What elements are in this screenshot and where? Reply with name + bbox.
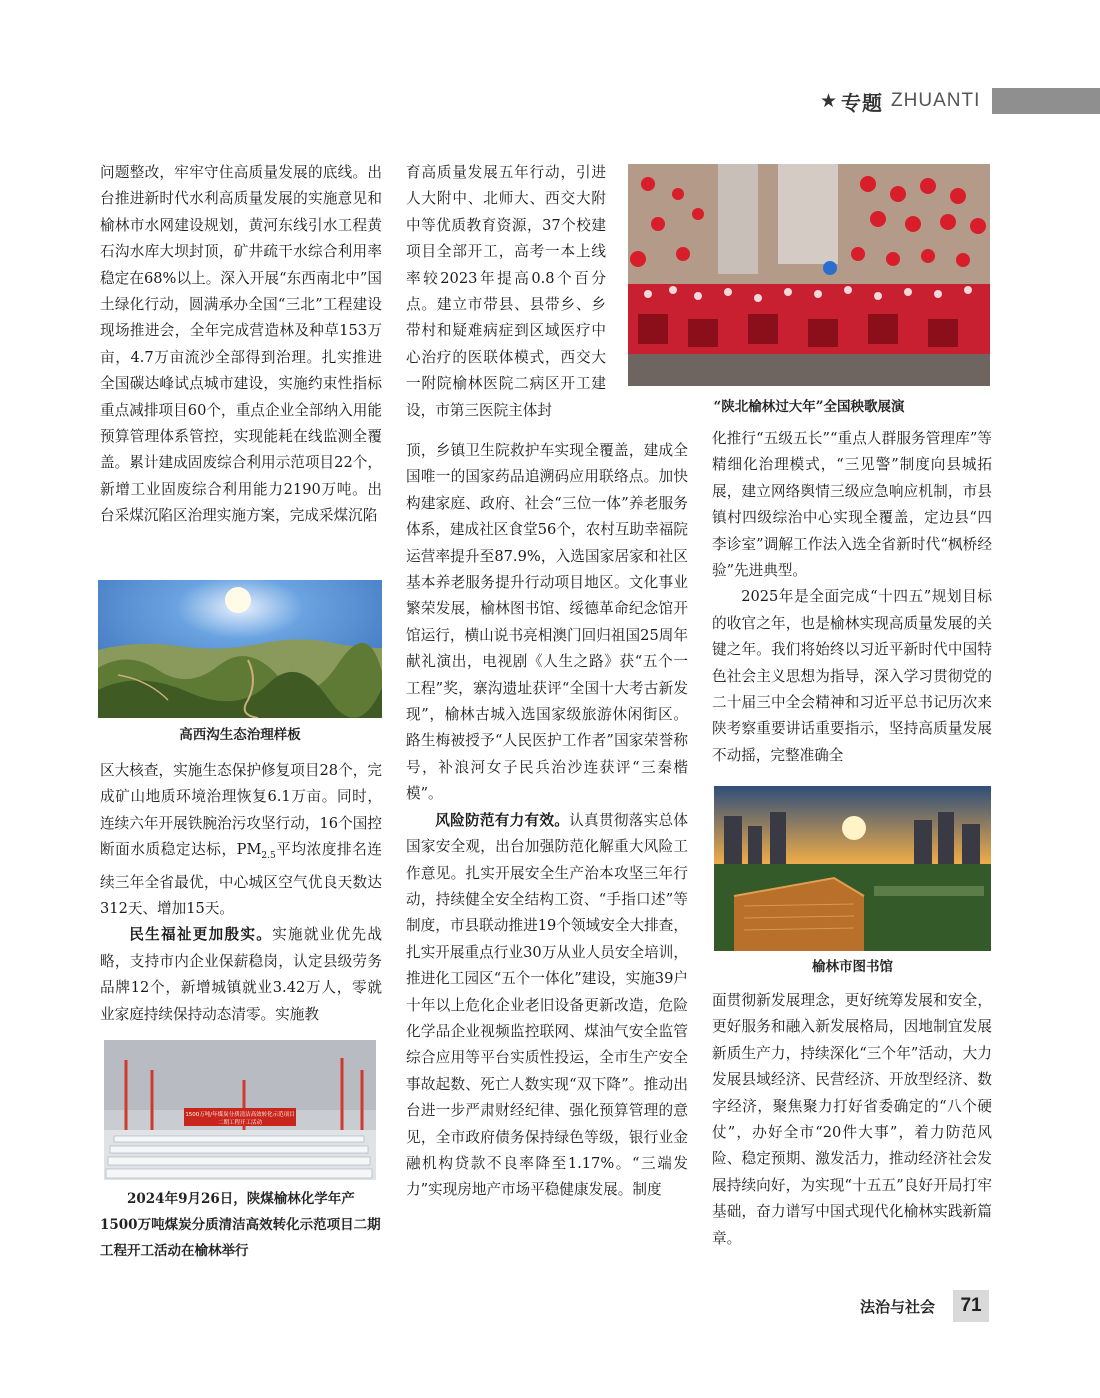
- column-3-top: [712, 426, 992, 769]
- ceremony-image: [104, 1040, 376, 1180]
- section-header: [820, 88, 980, 114]
- library-caption: 榆林市图书馆: [812, 959, 893, 975]
- section-title-en: ZHUANTI: [891, 90, 981, 111]
- ceremony-caption: 2024年9月26日，陕煤榆林化学年产1500万吨煤炭分质清洁高效转化示范项目二期工程开工活动在榆林举行: [100, 1191, 381, 1259]
- library-photo: [714, 786, 991, 951]
- library-image: [714, 786, 991, 951]
- yangge-performance-image: [628, 164, 990, 386]
- pm-subscript: 2.5: [261, 851, 276, 862]
- gully-caption: 高西沟生态治理样板: [179, 727, 301, 743]
- section-title-cn: 专题: [841, 90, 884, 115]
- festival-caption: “陕北榆林过大年”全国秧歌展演: [713, 399, 905, 415]
- col3-paragraph-3: 面贯彻新发展理念，更好统筹发展和安全，更好服务和融入新发展格局，因地制宜发展新质生产力，持续深化“三个年”活动，大力发展县域经济、民营经济、开放型经济、数字经济，聚焦聚力打好省委确定的“八个硬仗”，办好全市“20件大事”，着力防范风险、稳定预期、激发活力，推动经济社会发展持续向好，为实现“十五五”良好开局打牢基础，奋力谱写中国式现代化榆林实践新篇章。: [712, 992, 992, 1247]
- pm-label: PM: [236, 841, 262, 859]
- col2-paragraph-2: 顶，乡镇卫生院救护车实现全覆盖，建成全国唯一的国家药品追溯码应用联络点。加快构建家庭、政府、社会“三位一体”养老服务体系，建成社区食堂56个，农村互助幸福院运营率提升至87.9%，入选国家居家和社区基本养老服务提升行动项目地区。文化事业繁荣发展，榆林图书馆、绥德革命纪念馆开馆运行，横山说书亮相澳门回归祖国25周年献礼演出，电视剧《人生之路》获“五个一工程”奖，寨沟遗址获评“全国十大考古新发现”，榆林古城入选国家级旅游休闲街区。路生梅被授予“人民医护工作者”国家荣誉称号，补浪河女子民兵治沙连获评“三秦楷模”。: [406, 442, 688, 803]
- col1-paragraph-1: 问题整改，牢牢守住高质量发展的底线。出台推进新时代水利高质量发展的实施意见和榆林市水网建设规划，黄河东线引水工程黄石沟水库大坝封顶，矿井疏干水综合利用率稳定在68%以上。深入开展“东西南北中”国土绿化行动，圆满承办全国“三北”工程建设现场推进会，全年完成营造林及种草153万亩，4.7万亩流沙全部得到治理。扎实推进全国碳达峰试点城市建设，实施约束性指标重点减排项目60个，重点企业全部纳入用能预算管理体系管控，实现能耗在线监测全覆盖。累计建成固废综合利用示范项目22个，新增工业固废综合利用能力2190万吨。出台采煤沉陷区治理实施方案，完成采煤沉陷: [100, 164, 382, 525]
- column-2-top: [406, 160, 606, 424]
- livelihood-heading: 民生福祉更加殷实。: [129, 926, 273, 944]
- gully-landscape-image: [98, 580, 382, 718]
- ceremony-photo: [104, 1040, 376, 1180]
- header-bar: [992, 88, 1100, 114]
- column-2-bottom: [406, 438, 688, 1204]
- page-footer: [860, 1290, 989, 1322]
- col3-paragraph-1: 化推行“五级五长”“重点人群服务管理库”等精细化治理模式，“三见警”制度向县城拓展，建立网络舆情三级应急响应机制，市县镇村四级综治中心实现全覆盖，定边县“四李诊室”调解工作法入选全省新时代“枫桥经验”先进典型。: [712, 430, 992, 580]
- festival-photo: [628, 164, 990, 386]
- col2-paragraph-3: 风险防范有力有效。认真贯彻落实总体国家安全观，出台加强防范化解重大风险工作意见。扎实开展安全生产治本攻坚三年行动，持续健全安全结构工资、“手指口述”等制度，市县联动推进19个领域安全大排查，扎实开展重点行业30万从业人员安全培训，推进化工园区“五个一体化”建设，实施39户十年以上危化企业老旧设备更新改造，危险化学品企业视频监控联网、煤油气安全监管综合应用等平台实质性投运，全市生产安全事故起数、死亡人数实现“双下降”。推动出台进一步严肃财经纪律、强化预算管理的意见，全市政府债务保持绿色等级，银行业金融机构贷款不良率降至1.17%。“三端发力”实现房地产市场平稳健康发展。制度: [406, 811, 688, 1199]
- column-3-bottom: [712, 988, 992, 1252]
- magazine-name: 法治与社会: [860, 1297, 936, 1316]
- col3-paragraph-2: 2025年是全面完成“十四五”规划目标的收官之年，也是榆林实现高质量发展的关键之年。我们将始终以习近平新时代中国特色社会主义思想为指导，深入学习贯彻党的二十届三中全会精神和习近平总书记历次来陕考察重要讲话重要指示，坚持高质量发展不动摇，完整准确全: [712, 588, 992, 764]
- column-1-top: [100, 160, 382, 530]
- col2-paragraph-1: 育高质量发展五年行动，引进人大附中、北师大、西交大附中等优质教育资源，37个校建项目全部开工，高考一本上线率较2023年提高0.8个百分点。建立市带县、县带乡、乡带村和疑难病症到区域医疗中心治疗的医联体模式，西交大一附院榆林医院二病区开工建设，市第三医院主体封: [406, 164, 606, 419]
- banner-line-1: 1500万吨/年煤炭分质清洁高效转化示范项目: [185, 1112, 295, 1118]
- risk-heading: 风险防范有力有效。: [435, 811, 570, 829]
- column-1-middle: [100, 758, 382, 1028]
- star-icon: ★: [820, 90, 838, 112]
- col1-paragraph-2: 区大核查，实施生态保护修复项目28个，完成矿山地质环境治理恢复6.1万亩。同时，连续六年开展铁腕治污攻坚行动，16个国控断面水质稳定达标，$PM_{2.5}$平均浓度排名连续三年全省最优，中心城区空气优良天数达312天、增加15天。: [100, 762, 382, 917]
- banner-line-2: 二期工程开工活动: [217, 1120, 263, 1126]
- page-number: 71: [953, 1290, 989, 1322]
- col1-paragraph-3: 民生福祉更加殷实。实施就业优先战略，支持市内企业保薪稳岗，认定县级劳务品牌12个，新增城镇就业3.42万人，零就业家庭持续保持动态清零。实施教: [100, 926, 382, 1023]
- gully-photo: [98, 580, 382, 718]
